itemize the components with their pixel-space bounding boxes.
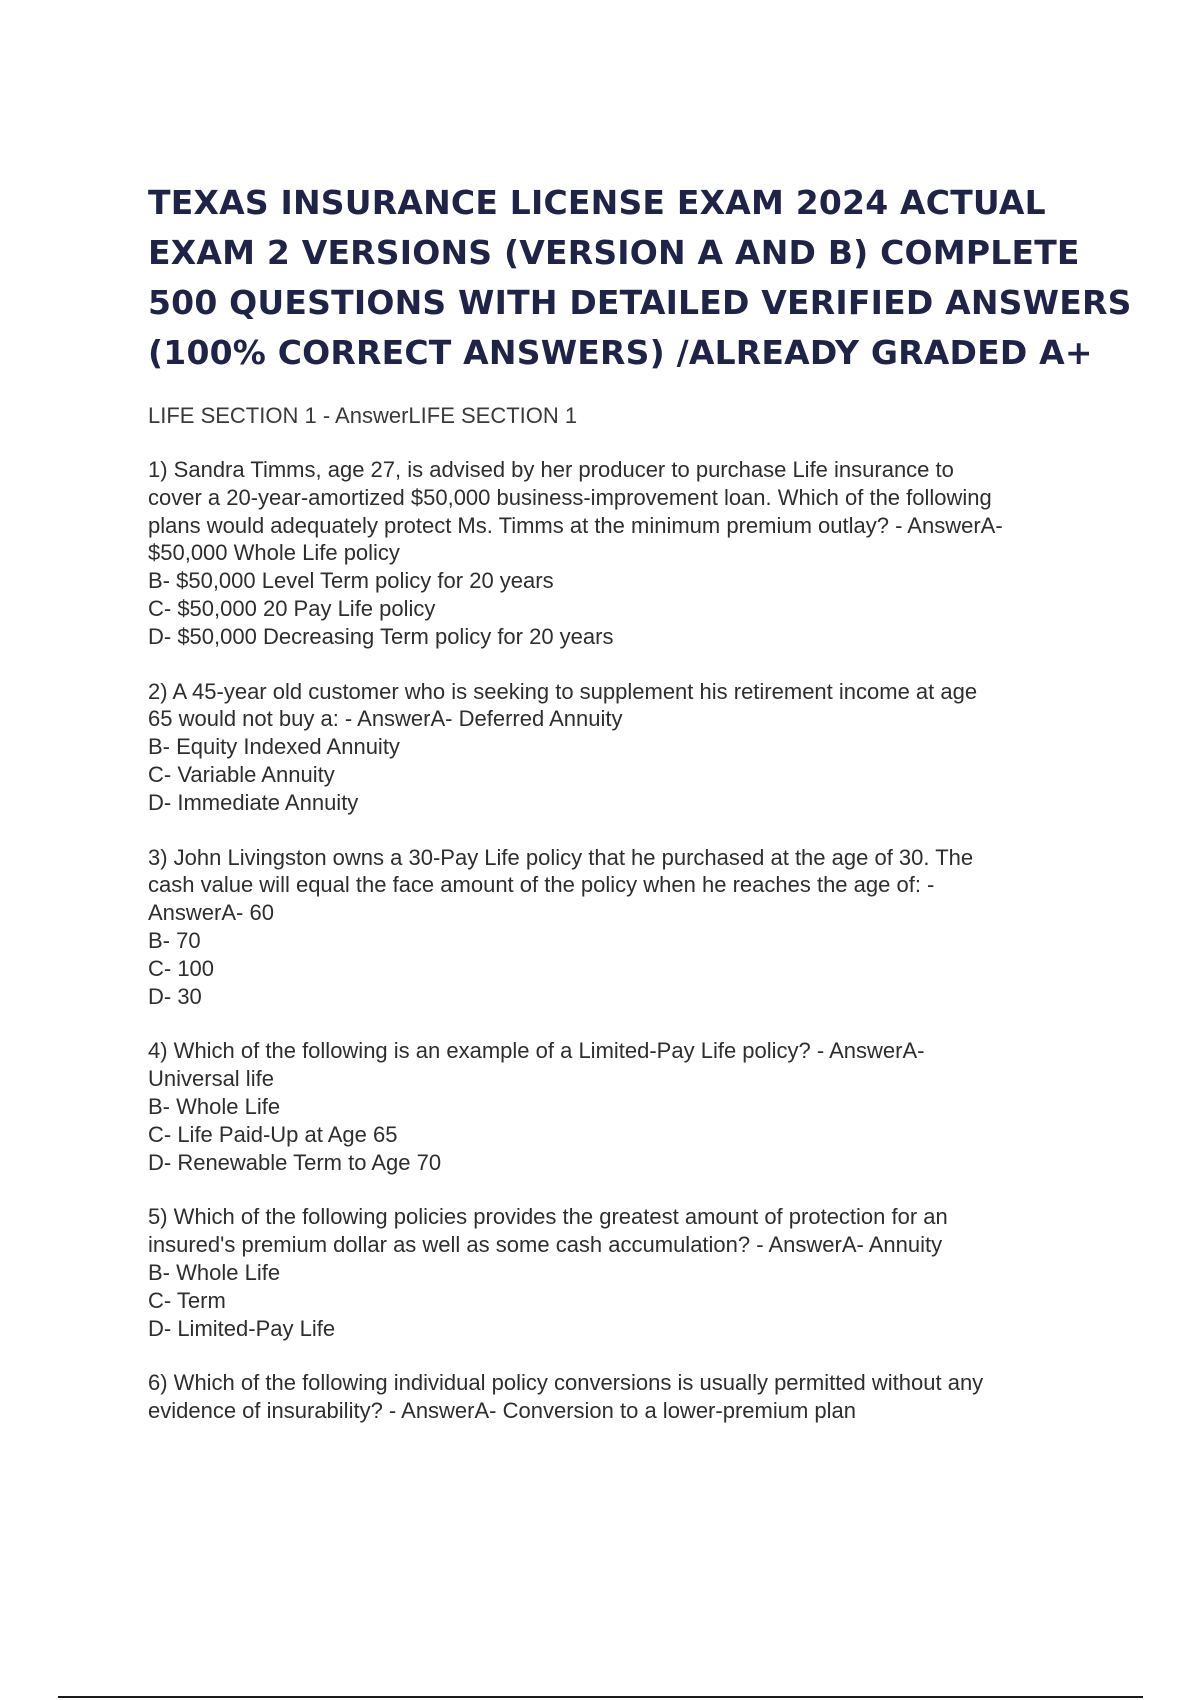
document-body: [148, 402, 1088, 1452]
answer-option: AnswerA- 60: [148, 900, 274, 926]
question-line: 4) Which of the following is an example of a Limited-Pay Life policy? - AnswerA-: [148, 1038, 925, 1064]
question-line: 5) Which of the following policies provides the greatest amount of protection for an: [148, 1204, 948, 1230]
answer-option: D- $50,000 Decreasing Term policy for 20 years: [148, 623, 614, 649]
answer-option: D- Renewable Term to Age 70: [148, 1149, 442, 1175]
question-line: cover a 20-year-amortized $50,000 business-improvement loan. Which of the following: [148, 484, 992, 510]
answer-option: B- Equity Indexed Annuity: [148, 734, 400, 760]
question-line: plans would adequately protect Ms. Timms at the minimum premium outlay? - AnswerA-: [148, 512, 1003, 538]
title-line: (100% CORRECT ANSWERS) /ALREADY GRADED A+: [148, 333, 1093, 372]
section-heading: LIFE SECTION 1 - AnswerLIFE SECTION 1: [148, 403, 578, 428]
document-title: [148, 178, 1132, 378]
answer-option: D- Limited-Pay Life: [148, 1315, 336, 1341]
question-1: [148, 456, 1088, 651]
question-line: 3) John Livingston owns a 30-Pay Life policy that he purchased at the age of 30. The: [148, 844, 974, 870]
question-line: 1) Sandra Timms, age 27, is advised by her producer to purchase Life insurance to: [148, 457, 954, 482]
question-5: [148, 1203, 1088, 1342]
answer-option: B- Whole Life: [148, 1259, 281, 1285]
question-line: 2) A 45-year old customer who is seeking to supplement his retirement income at age: [148, 678, 978, 704]
title-line: EXAM 2 VERSIONS (VERSION A AND B) COMPLETE: [148, 233, 1080, 272]
answer-option: C- Term: [148, 1287, 226, 1313]
question-line: 6) Which of the following individual policy conversions is usually permitted without any: [148, 1370, 984, 1396]
question-2: [148, 678, 1088, 817]
answer-option: D- 30: [148, 983, 202, 1009]
answer-option: B- Whole Life: [148, 1093, 281, 1119]
answer-option: $50,000 Whole Life policy: [148, 540, 400, 566]
question-line: cash value will equal the face amount of the policy when he reaches the age of: -: [148, 872, 935, 898]
title-line: TEXAS INSURANCE LICENSE EXAM 2024 ACTUAL: [148, 183, 1046, 222]
answer-option: B- 70: [148, 927, 201, 953]
question-4: [148, 1037, 1088, 1176]
answer-option: C- Life Paid-Up at Age 65: [148, 1121, 398, 1147]
answer-option: B- $50,000 Level Term policy for 20 years: [148, 568, 554, 594]
answer-option: C- $50,000 20 Pay Life policy: [148, 595, 436, 621]
answer-option: C- 100: [148, 955, 215, 981]
title-line: 500 QUESTIONS WITH DETAILED VERIFIED ANSWERS: [148, 283, 1132, 322]
answer-option: D- Immediate Annuity: [148, 789, 359, 815]
answer-option: C- Variable Annuity: [148, 761, 335, 787]
question-3: [148, 844, 1088, 1011]
question-6: [148, 1369, 1088, 1425]
answer-option: Universal life: [148, 1066, 274, 1092]
question-line: 65 would not buy a: - AnswerA- Deferred Annuity: [148, 706, 623, 732]
footer-divider: [58, 1696, 1143, 1698]
question-line: insured's premium dollar as well as some cash accumulation? - AnswerA- Annuity: [148, 1232, 943, 1258]
question-line: evidence of insurability? - AnswerA- Conversion to a lower-premium plan: [148, 1398, 856, 1424]
